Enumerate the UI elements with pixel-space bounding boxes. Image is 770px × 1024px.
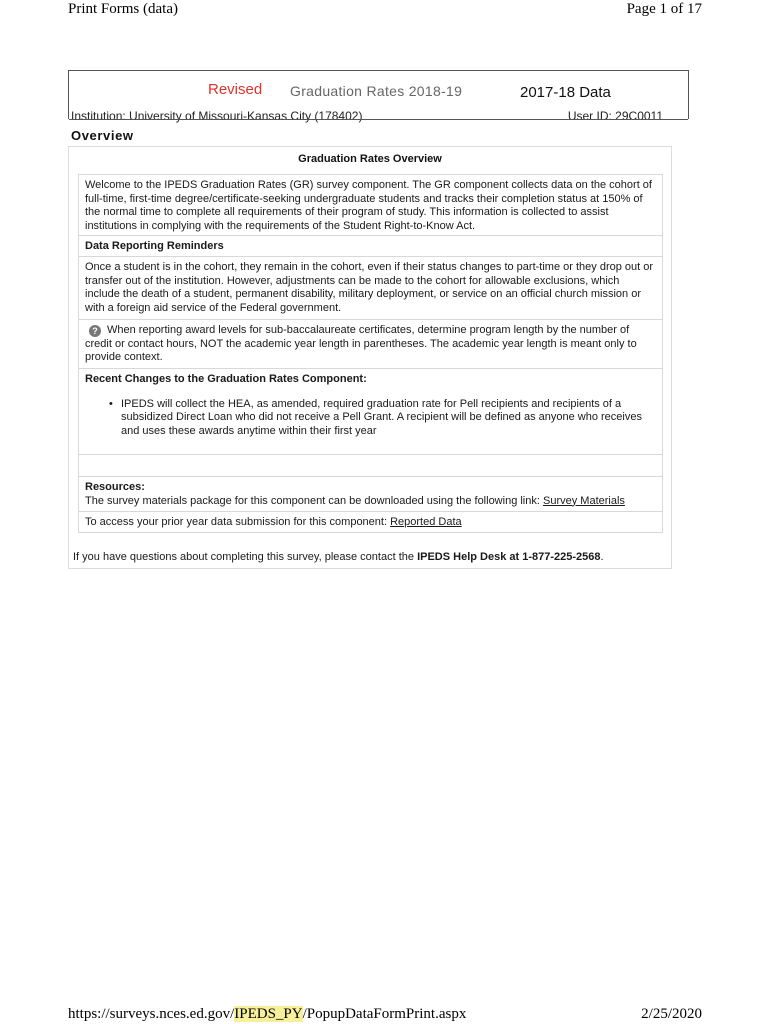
survey-name: Graduation Rates 2018-19	[290, 83, 463, 99]
contact-text: If you have questions about completing this survey, please contact the	[73, 551, 414, 563]
spacer-row	[78, 454, 663, 476]
url-suffix: /PopupDataFormPrint.aspx	[302, 1006, 467, 1022]
form-title-box	[68, 70, 689, 123]
section-heading: Overview	[71, 128, 134, 143]
page-url	[68, 1006, 466, 1023]
data-year: 2017-18 Data	[520, 84, 611, 101]
resources-text: The survey materials package for this component can be downloaded using the following link:	[85, 494, 540, 507]
list-item: • IPEDS will collect the HEA, as amended, required graduation rate for Pell recipients and recipients of a subsidized Direct Loan who did not receive a Pell Grant. A recipient will be defined as anyone who receives and uses these awards anytime within their first year	[105, 398, 656, 439]
title-divider	[69, 119, 688, 120]
contact-line	[73, 551, 604, 563]
contact-end: .	[600, 551, 604, 563]
resources-heading: Resources:	[85, 481, 145, 493]
recent-changes-list	[85, 398, 656, 439]
overview-panel	[68, 146, 672, 569]
reminders-text: Once a student is in the cohort, they remain in the cohort, even if their status changes to part-time or they drop out or transfer out of the institution. However, adjustments can be made to the cohort for allowable exclusions, which include the death of a student, permanent disability, military deployment, or service on an official church mission or with a foreign aid service of the Federal government.	[85, 261, 654, 314]
user-id: User ID: 29C0011	[567, 109, 663, 123]
help-icon[interactable]: ?	[89, 325, 101, 337]
resources-row	[78, 476, 663, 511]
reminders-heading-row	[78, 235, 663, 256]
welcome-row	[78, 174, 663, 235]
print-header-title: Print Forms (data)	[68, 1, 178, 17]
prior-year-row	[78, 511, 663, 533]
url-prefix: https://surveys.nces.ed.gov/	[68, 1006, 235, 1022]
reminders-row	[78, 256, 663, 319]
recent-changes-heading: Recent Changes to the Graduation Rates Component:	[85, 373, 367, 385]
reported-data-link[interactable]: Reported Data	[390, 516, 462, 528]
prior-year-text: To access your prior year data submission for this component:	[85, 516, 388, 528]
recent-changes-row	[78, 368, 663, 454]
help-desk-contact: IPEDS Help Desk at 1-877-225-2568	[417, 551, 601, 563]
print-date: 2/25/2020	[641, 1006, 702, 1022]
help-note-text: When reporting award levels for sub-baccalaureate certificates, determine program length by the number of credit or contact hours, NOT the academic year length in parentheses. The academic year length is meant only to provide context.	[85, 324, 637, 364]
help-note-row	[78, 319, 663, 368]
institution-name: Institution: University of Missouri-Kansas City (178402)	[71, 109, 363, 123]
reminders-heading: Data Reporting Reminders	[85, 240, 224, 252]
panel-title: Graduation Rates Overview	[298, 153, 442, 165]
page-number: Page 1 of 17	[626, 1, 702, 17]
welcome-text: Welcome to the IPEDS Graduation Rates (GR) survey component. The GR component collects data on the cohort of full-time, first-time degree/certificate-seeking undergraduate students and tracks their completion status at 150% of the normal time to complete all requirements of their program of study. This information is collected to assist institutions in complying with the requirements of the Student Right-to-Know Act.	[85, 179, 652, 232]
survey-materials-link[interactable]: Survey Materials	[543, 494, 625, 507]
url-highlight: IPEDS_PY	[234, 1006, 303, 1022]
revised-label: Revised	[208, 81, 263, 98]
